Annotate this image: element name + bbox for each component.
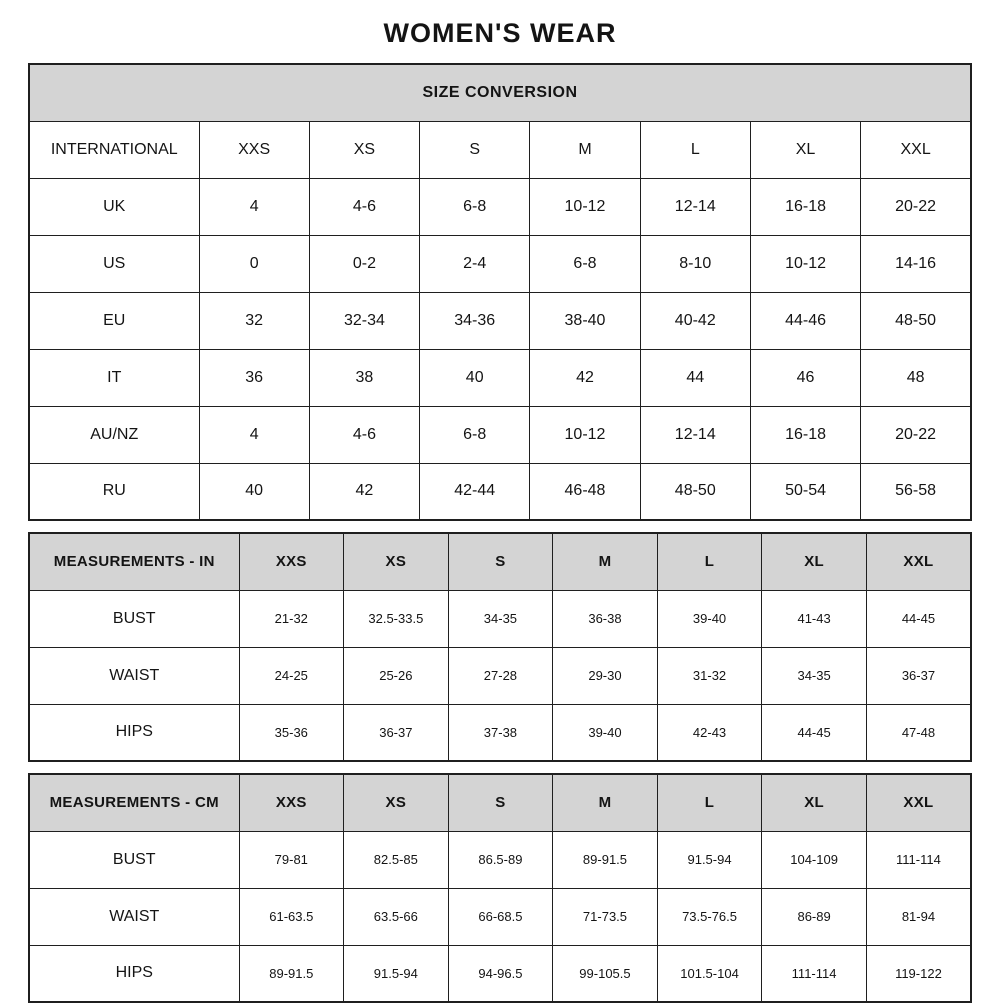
- cell: 37-38: [448, 704, 553, 761]
- cell: 16-18: [750, 406, 860, 463]
- table-row: [29, 292, 971, 349]
- cell: 38: [309, 349, 419, 406]
- cell: 40-42: [640, 292, 750, 349]
- cell: 71-73.5: [553, 888, 658, 945]
- cell: 63.5-66: [344, 888, 449, 945]
- size-conversion-table: [28, 63, 972, 521]
- cell: 8-10: [640, 235, 750, 292]
- cell: 101.5-104: [657, 945, 762, 1002]
- cell: 48: [861, 349, 971, 406]
- column-header: XXS: [239, 774, 344, 831]
- cell: 89-91.5: [239, 945, 344, 1002]
- cell: L: [640, 121, 750, 178]
- cell: 79-81: [239, 831, 344, 888]
- cell: 20-22: [861, 406, 971, 463]
- column-header: XXS: [239, 533, 344, 590]
- cell: 4: [199, 178, 309, 235]
- table-row: [29, 704, 971, 761]
- table-title: MEASUREMENTS - CM: [29, 774, 239, 831]
- cell: 46-48: [530, 463, 640, 520]
- cell: 44: [640, 349, 750, 406]
- table-row: [29, 463, 971, 520]
- cell: 6-8: [420, 178, 530, 235]
- cell: 25-26: [344, 647, 449, 704]
- cell: 32.5-33.5: [344, 590, 449, 647]
- cell: 50-54: [750, 463, 860, 520]
- cell: 66-68.5: [448, 888, 553, 945]
- cell: 36-37: [866, 647, 971, 704]
- cell: 34-36: [420, 292, 530, 349]
- cell: 86-89: [762, 888, 867, 945]
- cell: 91.5-94: [344, 945, 449, 1002]
- cell: 32-34: [309, 292, 419, 349]
- table-row: [29, 235, 971, 292]
- cell: 104-109: [762, 831, 867, 888]
- cell: 111-114: [762, 945, 867, 1002]
- cell: 119-122: [866, 945, 971, 1002]
- cell: 0-2: [309, 235, 419, 292]
- cell: 20-22: [861, 178, 971, 235]
- cell: 10-12: [750, 235, 860, 292]
- cell: 111-114: [866, 831, 971, 888]
- cell: 81-94: [866, 888, 971, 945]
- table-row: [29, 888, 971, 945]
- table-header-row: [29, 533, 971, 590]
- cell: XL: [750, 121, 860, 178]
- cell: 36-38: [553, 590, 658, 647]
- cell: 89-91.5: [553, 831, 658, 888]
- row-label: IT: [29, 349, 199, 406]
- cell: 39-40: [657, 590, 762, 647]
- table-row: [29, 406, 971, 463]
- cell: 46: [750, 349, 860, 406]
- cell: 42-44: [420, 463, 530, 520]
- cell: 29-30: [553, 647, 658, 704]
- cell: XS: [309, 121, 419, 178]
- row-label: AU/NZ: [29, 406, 199, 463]
- column-header: M: [553, 774, 658, 831]
- column-header: XS: [344, 533, 449, 590]
- cell: 34-35: [762, 647, 867, 704]
- row-label: US: [29, 235, 199, 292]
- row-label: WAIST: [29, 647, 239, 704]
- cell: 32: [199, 292, 309, 349]
- cell: 44-46: [750, 292, 860, 349]
- column-header: XL: [762, 774, 867, 831]
- cell: 2-4: [420, 235, 530, 292]
- cell: 10-12: [530, 178, 640, 235]
- cell: 6-8: [530, 235, 640, 292]
- cell: 35-36: [239, 704, 344, 761]
- column-header: XXL: [866, 774, 971, 831]
- measurements-in-table: [28, 532, 972, 762]
- cell: 94-96.5: [448, 945, 553, 1002]
- cell: 44-45: [762, 704, 867, 761]
- cell: 12-14: [640, 178, 750, 235]
- cell: 82.5-85: [344, 831, 449, 888]
- cell: 42-43: [657, 704, 762, 761]
- table-row: [29, 121, 971, 178]
- cell: 91.5-94: [657, 831, 762, 888]
- cell: 99-105.5: [553, 945, 658, 1002]
- cell: XXL: [861, 121, 971, 178]
- cell: 34-35: [448, 590, 553, 647]
- row-label: WAIST: [29, 888, 239, 945]
- column-header: L: [657, 774, 762, 831]
- cell: S: [420, 121, 530, 178]
- table-header-row: [29, 774, 971, 831]
- cell: 24-25: [239, 647, 344, 704]
- table-title: MEASUREMENTS - IN: [29, 533, 239, 590]
- cell: 16-18: [750, 178, 860, 235]
- cell: 12-14: [640, 406, 750, 463]
- measurements-cm-table: [28, 773, 972, 1003]
- table-row: [29, 647, 971, 704]
- cell: 31-32: [657, 647, 762, 704]
- cell: 14-16: [861, 235, 971, 292]
- cell: 36: [199, 349, 309, 406]
- cell: 4: [199, 406, 309, 463]
- row-label: UK: [29, 178, 199, 235]
- cell: 40: [420, 349, 530, 406]
- cell: 40: [199, 463, 309, 520]
- cell: 56-58: [861, 463, 971, 520]
- column-header: L: [657, 533, 762, 590]
- column-header: XXL: [866, 533, 971, 590]
- cell: 39-40: [553, 704, 658, 761]
- cell: 38-40: [530, 292, 640, 349]
- row-label: HIPS: [29, 945, 239, 1002]
- cell: 10-12: [530, 406, 640, 463]
- cell: 73.5-76.5: [657, 888, 762, 945]
- table-row: [29, 349, 971, 406]
- table-row: [29, 590, 971, 647]
- cell: 86.5-89: [448, 831, 553, 888]
- cell: 48-50: [640, 463, 750, 520]
- cell: 21-32: [239, 590, 344, 647]
- row-label: EU: [29, 292, 199, 349]
- size-conversion-title: SIZE CONVERSION: [29, 64, 971, 121]
- cell: 4-6: [309, 406, 419, 463]
- column-header: M: [553, 533, 658, 590]
- cell: 61-63.5: [239, 888, 344, 945]
- cell: 48-50: [861, 292, 971, 349]
- row-label: BUST: [29, 831, 239, 888]
- cell: 36-37: [344, 704, 449, 761]
- table-row: [29, 178, 971, 235]
- row-label: INTERNATIONAL: [29, 121, 199, 178]
- cell: 41-43: [762, 590, 867, 647]
- cell: 4-6: [309, 178, 419, 235]
- cell: 42: [309, 463, 419, 520]
- column-header: S: [448, 774, 553, 831]
- table-row: [29, 945, 971, 1002]
- cell: 42: [530, 349, 640, 406]
- cell: M: [530, 121, 640, 178]
- column-header: XL: [762, 533, 867, 590]
- page-title: WOMEN'S WEAR: [383, 18, 617, 48]
- cell: XXS: [199, 121, 309, 178]
- table-row: [29, 831, 971, 888]
- row-label: RU: [29, 463, 199, 520]
- table-title-row: [29, 64, 971, 121]
- column-header: S: [448, 533, 553, 590]
- cell: 47-48: [866, 704, 971, 761]
- column-header: XS: [344, 774, 449, 831]
- row-label: BUST: [29, 590, 239, 647]
- cell: 27-28: [448, 647, 553, 704]
- cell: 44-45: [866, 590, 971, 647]
- cell: 6-8: [420, 406, 530, 463]
- cell: 0: [199, 235, 309, 292]
- row-label: HIPS: [29, 704, 239, 761]
